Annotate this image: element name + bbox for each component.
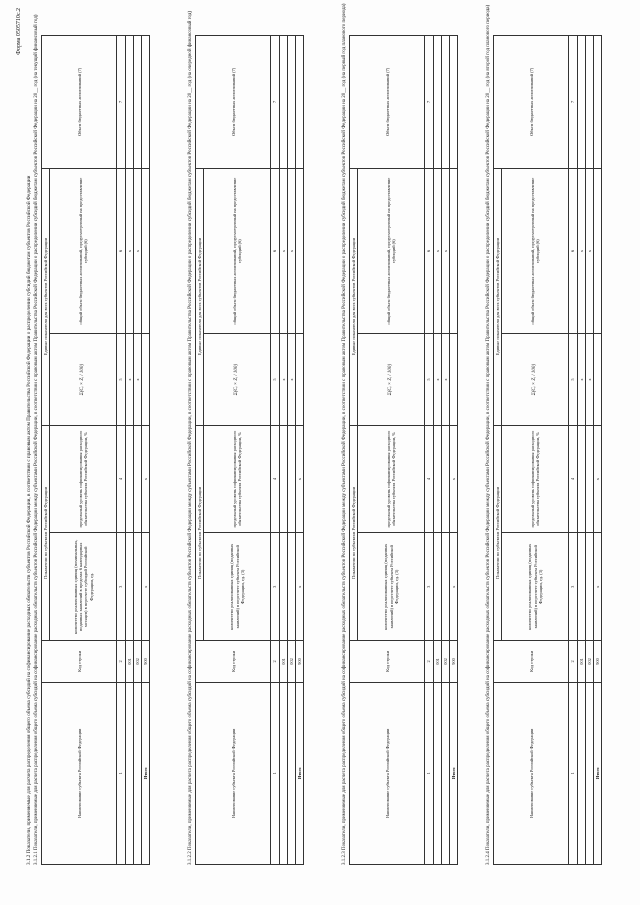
row-code: 002 bbox=[441, 641, 449, 682]
x-mark: x bbox=[594, 425, 602, 533]
row-code: 001 bbox=[125, 641, 133, 682]
col-code-header: Код строки bbox=[42, 641, 117, 682]
col-number: 5 bbox=[425, 334, 433, 425]
col-number: 1 bbox=[117, 682, 125, 864]
x-mark: x bbox=[279, 168, 287, 334]
total-row bbox=[296, 36, 304, 865]
col-number: 3 bbox=[117, 533, 125, 641]
formula-cell: Σ(Cᵢ × Zᵢ / 100) bbox=[358, 334, 425, 425]
x-mark: x bbox=[441, 168, 449, 334]
x-mark: x bbox=[433, 334, 441, 425]
col-number: 2 bbox=[569, 641, 577, 682]
main-heading: 3.1.2 Показатели, применяемые для расчета распределения общего объема субсидий на софинансирование расходных обязательств субъектов Российской Федерации, в соответствии с правовым актом Правительства Российской Федерации о распределении субсидий бюджетам субъектов Российской Федерации bbox=[26, 175, 32, 865]
input-cell[interactable] bbox=[577, 533, 585, 641]
input-cell[interactable] bbox=[585, 425, 593, 533]
group-calc-header: Единые показатели для всех субъектов Российской Федерации bbox=[196, 168, 204, 425]
section-1 bbox=[34, 14, 150, 865]
input-cell[interactable] bbox=[279, 533, 287, 641]
group-indicators-header: Показатели по субъектам Российской Федерации bbox=[42, 425, 50, 641]
x-mark: x bbox=[450, 533, 458, 641]
col-number: 6 bbox=[117, 168, 125, 334]
x-mark: x bbox=[142, 425, 150, 533]
total-label: Итого bbox=[142, 682, 150, 864]
col-number: 5 bbox=[117, 334, 125, 425]
input-cell[interactable] bbox=[594, 168, 602, 334]
table-row bbox=[133, 36, 141, 865]
x-mark: x bbox=[585, 168, 593, 334]
input-cell[interactable] bbox=[585, 533, 593, 641]
input-cell[interactable] bbox=[433, 36, 441, 169]
col-number: 3 bbox=[425, 533, 433, 641]
section-3 bbox=[342, 3, 458, 865]
group-calc-header: Единые показатели для всех субъектов Российской Федерации bbox=[494, 168, 502, 425]
input-cell[interactable] bbox=[433, 682, 441, 864]
total-label: Итого bbox=[450, 682, 458, 864]
col-a-header: количество реализованных единиц (поданных заявлений) в пересчете субъекта Российской Федерации, ед. (3) bbox=[204, 533, 271, 641]
input-cell[interactable] bbox=[279, 425, 287, 533]
col-name-header: Наименование субъекта Российской Федерации bbox=[196, 682, 271, 864]
col-b-header: предельный уровень софинансирования расходного обязательства субъекта Российской Федерации, % bbox=[204, 425, 271, 533]
col-number: 7 bbox=[271, 36, 279, 169]
total-row bbox=[450, 36, 458, 865]
col-number: 2 bbox=[425, 641, 433, 682]
col-d-header: Объем бюджетных ассигнований (7) bbox=[42, 36, 117, 169]
row-code: 900 bbox=[450, 641, 458, 682]
input-cell[interactable] bbox=[287, 682, 295, 864]
x-mark: x bbox=[577, 334, 585, 425]
input-cell[interactable] bbox=[577, 425, 585, 533]
input-cell[interactable] bbox=[450, 168, 458, 334]
x-mark: x bbox=[142, 533, 150, 641]
section-title: 3.1.2.2 Показатели, применяемые для расчета распределения общего объема субсидий на софинансирование расходных обязательств субъектов Российской Федерации между субъектами Российской Федерации, в соответствии с правовым актом Правительства Российской Федерации о распределении субсидий бюджетам субъектов Российской Федерации на 20__ год (на очередной финансовый год) bbox=[188, 10, 193, 865]
col-number: 2 bbox=[117, 641, 125, 682]
col-number: 6 bbox=[271, 168, 279, 334]
input-cell[interactable] bbox=[133, 425, 141, 533]
indicators-table bbox=[493, 35, 602, 865]
row-code: 900 bbox=[594, 641, 602, 682]
col-number: 6 bbox=[569, 168, 577, 334]
col-number: 6 bbox=[425, 168, 433, 334]
input-cell[interactable] bbox=[296, 334, 304, 425]
col-number: 4 bbox=[569, 425, 577, 533]
form-code: Форма 0505710с.2 bbox=[16, 8, 22, 55]
x-mark: x bbox=[287, 334, 295, 425]
input-cell[interactable] bbox=[441, 533, 449, 641]
x-mark: x bbox=[133, 168, 141, 334]
input-cell[interactable] bbox=[577, 36, 585, 169]
indicators-table bbox=[41, 35, 150, 865]
group-indicators-header: Показатели по субъектам Российской Федерации bbox=[350, 425, 358, 641]
input-cell[interactable] bbox=[287, 533, 295, 641]
col-d-header: Объем бюджетных ассигнований (7) bbox=[494, 36, 569, 169]
input-cell[interactable] bbox=[296, 168, 304, 334]
col-b-header: предельный уровень софинансирования расходного обязательства субъекта Российской Федерации, % bbox=[50, 425, 117, 533]
input-cell[interactable] bbox=[594, 36, 602, 169]
table-row bbox=[125, 36, 133, 865]
row-code: 002 bbox=[287, 641, 295, 682]
table-row bbox=[577, 36, 585, 865]
input-cell[interactable] bbox=[125, 425, 133, 533]
col-name-header: Наименование субъекта Российской Федерации bbox=[494, 682, 569, 864]
col-number: 4 bbox=[271, 425, 279, 533]
table-row bbox=[279, 36, 287, 865]
x-mark: x bbox=[577, 168, 585, 334]
input-cell[interactable] bbox=[585, 682, 593, 864]
input-cell[interactable] bbox=[142, 334, 150, 425]
row-code: 900 bbox=[142, 641, 150, 682]
col-b-header: предельный уровень софинансирования расходного обязательства субъекта Российской Федерации, % bbox=[358, 425, 425, 533]
formula-cell: Σ(Cᵢ × Zᵢ / 100) bbox=[204, 334, 271, 425]
group-calc-header: Единые показатели для всех субъектов Российской Федерации bbox=[42, 168, 50, 425]
table-row bbox=[287, 36, 295, 865]
section-2 bbox=[188, 10, 304, 865]
col-d-header: Объем бюджетных ассигнований (7) bbox=[350, 36, 425, 169]
row-code: 002 bbox=[585, 641, 593, 682]
formula-cell: Σ(Cᵢ × Zᵢ / 100) bbox=[502, 334, 569, 425]
col-number: 2 bbox=[271, 641, 279, 682]
col-number: 7 bbox=[569, 36, 577, 169]
input-cell[interactable] bbox=[279, 682, 287, 864]
col-number: 7 bbox=[117, 36, 125, 169]
input-cell[interactable] bbox=[125, 36, 133, 169]
input-cell[interactable] bbox=[133, 682, 141, 864]
input-cell[interactable] bbox=[441, 36, 449, 169]
total-row bbox=[142, 36, 150, 865]
section-4 bbox=[486, 4, 602, 865]
row-code: 900 bbox=[296, 641, 304, 682]
input-cell[interactable] bbox=[441, 682, 449, 864]
x-mark: x bbox=[296, 425, 304, 533]
table-row bbox=[433, 36, 441, 865]
input-cell[interactable] bbox=[450, 36, 458, 169]
col-d-header: Объем бюджетных ассигнований (7) bbox=[196, 36, 271, 169]
group-indicators-header: Показатели по субъектам Российской Федерации bbox=[494, 425, 502, 641]
x-mark: x bbox=[433, 168, 441, 334]
input-cell[interactable] bbox=[594, 334, 602, 425]
row-code: 001 bbox=[279, 641, 287, 682]
col-a-header: количество реализованных единиц (поданных заявлений) в пересчете субъекта Российской Федерации, ед. (3) bbox=[502, 533, 569, 641]
input-cell[interactable] bbox=[441, 425, 449, 533]
formula-cell: Σ(Cᵢ × Zᵢ / 100) bbox=[50, 334, 117, 425]
input-cell[interactable] bbox=[287, 425, 295, 533]
table-row bbox=[441, 36, 449, 865]
input-cell[interactable] bbox=[287, 36, 295, 169]
x-mark: x bbox=[287, 168, 295, 334]
section-title: 3.1.2.4 Показатели, применяемые для расчета распределения общего объема субсидий на софинансирование расходных обязательств субъектов Российской Федерации между субъектами Российской Федерации, в соответствии с правовым актом Правительства Российской Федерации о распределении субсидий бюджетам субъектов Российской Федерации на 20__ год (на второй год планового периода) bbox=[486, 4, 491, 865]
input-cell[interactable] bbox=[296, 36, 304, 169]
col-number: 4 bbox=[425, 425, 433, 533]
col-number: 1 bbox=[569, 682, 577, 864]
x-mark: x bbox=[296, 533, 304, 641]
row-code: 001 bbox=[577, 641, 585, 682]
input-cell[interactable] bbox=[433, 425, 441, 533]
section-title: 3.1.2.3 Показатели, применяемые для расчета распределения общего объема субсидий на софинансирование расходных обязательств субъектов Российской Федерации между субъектами Российской Федерации, в соответствии с правовым актом Правительства Российской Федерации о распределении субсидий бюджетам субъектов Российской Федерации на 20__ год (на первый год планового периода) bbox=[342, 3, 347, 865]
col-a-header: количество реализованных единиц (поданных заявлений) в пересчете субъекта Российской Федерации, ед. (3) bbox=[358, 533, 425, 641]
x-mark: x bbox=[125, 168, 133, 334]
input-cell[interactable] bbox=[577, 682, 585, 864]
x-mark: x bbox=[125, 334, 133, 425]
section-title: 3.1.2.1 Показатели, применяемые для расчета распределения общего объема субсидий на софинансирование расходных обязательств субъектов Российской Федерации между субъектами Российской Федерации, в соответствии с правовым актом Правительства Российской Федерации о распределении субсидий бюджетам субъектов Российской Федерации на 20__ год (на текущий финансовый год) bbox=[34, 14, 39, 865]
total-label: Итого bbox=[594, 682, 602, 864]
col-c-header: общий объем бюджетных ассигнований, предусмотренный на предоставление субсидий (6) bbox=[50, 168, 117, 334]
input-cell[interactable] bbox=[142, 36, 150, 169]
indicators-table bbox=[349, 35, 458, 865]
table-row bbox=[585, 36, 593, 865]
total-row bbox=[594, 36, 602, 865]
col-name-header: Наименование субъекта Российской Федерации bbox=[42, 682, 117, 864]
input-cell[interactable] bbox=[142, 168, 150, 334]
input-cell[interactable] bbox=[279, 36, 287, 169]
input-cell[interactable] bbox=[125, 682, 133, 864]
input-cell[interactable] bbox=[133, 533, 141, 641]
x-mark: x bbox=[133, 334, 141, 425]
col-code-header: Код строки bbox=[494, 641, 569, 682]
input-cell[interactable] bbox=[133, 36, 141, 169]
input-cell[interactable] bbox=[433, 533, 441, 641]
group-calc-header: Единые показатели для всех субъектов Российской Федерации bbox=[350, 168, 358, 425]
col-c-header: общий объем бюджетных ассигнований, предусмотренный на предоставление субсидий (6) bbox=[204, 168, 271, 334]
col-c-header: общий объем бюджетных ассигнований, предусмотренный на предоставление субсидий (6) bbox=[358, 168, 425, 334]
row-code: 002 bbox=[133, 641, 141, 682]
col-b-header: предельный уровень софинансирования расходного обязательства субъекта Российской Федерации, % bbox=[502, 425, 569, 533]
col-code-header: Код строки bbox=[350, 641, 425, 682]
x-mark: x bbox=[441, 334, 449, 425]
col-number: 5 bbox=[569, 334, 577, 425]
indicators-table bbox=[195, 35, 304, 865]
col-name-header: Наименование субъекта Российской Федерации bbox=[350, 682, 425, 864]
col-number: 5 bbox=[271, 334, 279, 425]
x-mark: x bbox=[585, 334, 593, 425]
col-code-header: Код строки bbox=[196, 641, 271, 682]
x-mark: x bbox=[594, 533, 602, 641]
col-number: 3 bbox=[271, 533, 279, 641]
input-cell[interactable] bbox=[450, 334, 458, 425]
total-label: Итого bbox=[296, 682, 304, 864]
row-code: 001 bbox=[433, 641, 441, 682]
col-a-header: количество реализованных единиц (номинальных, поданных заявлений в пределах 6 календарных месяцев) в пересчете субсидий Российской Федерации, ед. bbox=[50, 533, 117, 641]
col-number: 7 bbox=[425, 36, 433, 169]
input-cell[interactable] bbox=[125, 533, 133, 641]
col-c-header: общий объем бюджетных ассигнований, предусмотренный на предоставление субсидий (6) bbox=[502, 168, 569, 334]
col-number: 4 bbox=[117, 425, 125, 533]
group-indicators-header: Показатели по субъектам Российской Федерации bbox=[196, 425, 204, 641]
x-mark: x bbox=[279, 334, 287, 425]
col-number: 1 bbox=[271, 682, 279, 864]
input-cell[interactable] bbox=[585, 36, 593, 169]
col-number: 3 bbox=[569, 533, 577, 641]
col-number: 1 bbox=[425, 682, 433, 864]
x-mark: x bbox=[450, 425, 458, 533]
